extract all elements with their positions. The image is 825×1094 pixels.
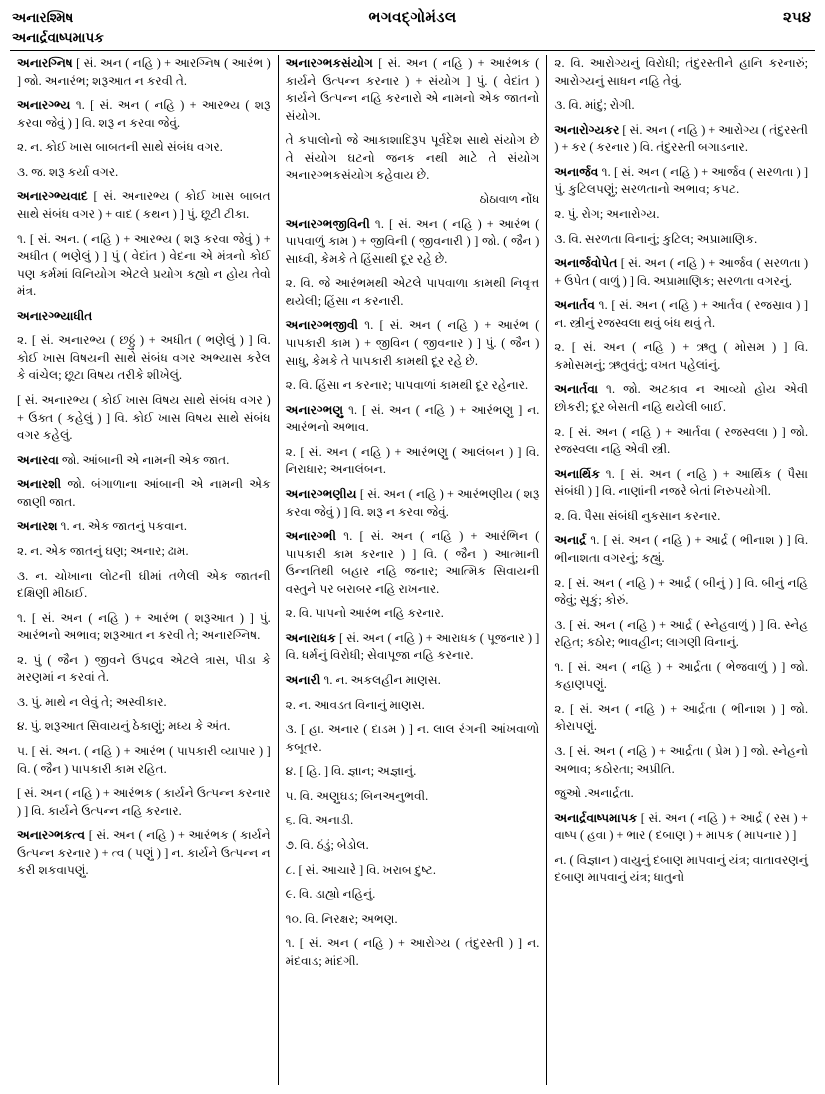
entry-definition: [ સં. અન ( નહિ ) + આરગ્નિષ ( આરંભ ) ] જો. અનારંભ; શરૂઆત ન કરવી તે. (17, 56, 271, 88)
entry-headword: અનાર્તવા (554, 382, 598, 397)
dictionary-entry (17, 543, 271, 561)
dictionary-entry (554, 122, 808, 157)
entry-definition: ૨. [ સં. અન ( નહિ ) + આર્દ્રતા ( ભીનાશ ) ] જો. કોરાપણું. (554, 701, 809, 734)
dictionary-sense (286, 886, 540, 904)
entry-headword: અનાર્દ્ર (554, 533, 587, 548)
dictionary-sense (17, 139, 271, 157)
dictionary-sense (554, 97, 808, 115)
entry-headword: અનાર્દ્રવાષ્પમાપક (554, 810, 638, 825)
entry-definition: [ સં. અન ( નહિ ) + આરંભણીય ( શરૂ કરવા જેવું ) ] વિ. શરૂ ન કરવા જેવું. (285, 486, 540, 519)
entry-definition: ૧. [ સં. અન ( નહિ ) + આર્દ્ર ( ભીનાશ ) ] વિ. ભીનાશતા વગરનું; કહ્યું. (554, 533, 809, 565)
entry-definition: ૧. [ સં. અન ( નહિ ) + આર્જવ ( સરળતા ) ] પું. કુટિલપણું; સરળતાનો અભાવ; કપટ. (554, 164, 809, 197)
entry-definition: ૧. [ સં. અન ( નહિ ) + આરંભ ( શરૂઆત ) ] પું. આરંભનો અભાવ; શરૂઆત ન કરવી તે; અનારગ્નિષ. (17, 610, 271, 643)
dictionary-entry (554, 852, 808, 887)
dictionary-sense (286, 788, 540, 806)
entry-definition: ૨. વિ. પૈસા સંબંધી નુકસાન કરનાર. (554, 508, 721, 523)
entry-definition: ૪. પું. શરૂઆત સિવાયનું ઠેકાણું; મધ્ય કે અંત. (17, 719, 231, 734)
entry-headword: અનારશ (17, 519, 58, 534)
header-guide-word-last: અનાર્દ્રવાષ્પમાપક (12, 29, 104, 45)
entry-definition: ૧. [ સં. અન ( નહિ ) + આરંભ ( પાપકારી કામ ) + જીવિન ( જીવનાર ) ] પું. ( જૈન ) સાધુ, કેમકે તે પાપકારી કામથી દૂર રહે છે. (285, 318, 540, 368)
entry-definition: ૧. [ સં. અન ( નહિ ) + આરભ્ય ( શરૂ કરવા જેવું ) ] વિ. શરૂ ન કરવા જેવું. (17, 98, 271, 130)
dictionary-sense (17, 743, 271, 778)
dictionary-sense (554, 508, 808, 526)
entry-headword: અનાર્થિક (554, 466, 600, 481)
dictionary-entry (286, 317, 540, 370)
dictionary-sense (286, 862, 540, 880)
entry-definition: ૮. [ સં. આચારે ] વિ. ખરાબ દુષ્ટ. (285, 862, 436, 877)
entry-definition: ૨. ન. આવડત વિનાનું માણસ. (285, 697, 425, 712)
entry-definition: ન. ( વિજ્ઞાન ) વાયુનું દબાણ માપવાનું યંત્ર; વાતાવરણનું દબાણ માપવાનું યંત્ર; ધાતુનો (554, 852, 809, 885)
dictionary-entry (17, 652, 271, 687)
dictionary-entry (286, 216, 540, 269)
entry-headword: અનાર્તવ (554, 298, 595, 313)
entry-definition: ૧. [ સં. અન ( નહિ ) + આરંભણુ ] ન. આરંભનો અભાવ. (285, 402, 540, 435)
entry-definition: [ સં. અન ( નહિ ) + આરંભક ( કાર્યને ઉત્પન્ન કરનાર ) ] વિ. કાર્યને ઉત્પન્ન નહિ કરનાર. (17, 786, 271, 818)
entry-definition: ૫. [ સં. અન. ( નહિ ) + આરંભ ( પાપકારી વ્યાપાર ) ] વિ. ( જૈન ) પાપકારી કામ રહિત. (17, 744, 271, 776)
entry-definition: ૨. વિ. જે આરંભમથી એટલે પાપવાળા કામથી નિવૃત્ત થયેલી; હિંસા ન કરનારી. (285, 276, 540, 308)
dictionary-sense (286, 721, 540, 756)
entry-definition: ૨. વિ. આરોગ્યનું વિરોધી; તંદુરસ્તીને હાનિ કરનારું; આરોગ્યનું સાધન નહિ તેવું. (554, 56, 809, 88)
dictionary-entry (286, 528, 540, 598)
dictionary-entry (17, 518, 271, 536)
entry-definition: જો. બંગાળાના આંબાની એ નામની એક જાણી જાત. (17, 477, 271, 509)
entry-definition: ૧. [ સં. અન ( નહિ ) + આરંભ ( પાપવાળું કામ ) + જીવિની ( જીવનારી ) ] જો. ( જૈન ) સાધ્વી, કેમકે તે હિંસાથી દૂર રહે છે. (285, 216, 540, 266)
dictionary-entry (554, 164, 808, 199)
entry-headword: અનારગ્ભજીવી (285, 318, 359, 333)
dictionary-note (286, 132, 540, 185)
dictionary-entry (17, 332, 271, 385)
entry-definition: તે કપાલોનો જે આકાશાદિરૂપ પૂર્વદેશ સાથે સંયોગ છે તે સંયોગ ઘટનો જનક નથી માટે તે સંયોગ અનારગ્ભકસંયોગ કહેવાય છે. (285, 133, 540, 183)
entry-definition: [ સં. અનારભ્ય ( કોઈ ખાસ વિષય સાથે સંબંધ વગર ) + ઉક્ત ( કહેલું ) ] વિ. કોઈ ખાસ વિષય સાથે સંબંધ વગર કહેલું. (17, 393, 271, 443)
entry-definition: ૩. ન. ચોખાના લોટની ઘીમાં તળેલી એક જાતની દક્ષિણી મીઠાઈ. (17, 568, 271, 601)
entry-headword: અનારોગ્યકર (554, 122, 620, 137)
dictionary-sense (554, 339, 808, 374)
entry-headword: અનારગ્ભકસંયોગ (285, 56, 373, 70)
dictionary-sense (286, 935, 540, 970)
entry-definition: ૧. [ સં. અન ( નહિ ) + આરોગ્ય ( તંદુરસ્તી ) ] ન. મંદવાડ; માંદગી. (285, 936, 540, 968)
entry-headword: અનારગ્ભ્યવાદ (17, 189, 88, 204)
dictionary-entry (554, 810, 808, 845)
entry-definition: ૨. પું ( જૈન ) જીવને ઉપદ્રવ એટલે ત્રાસ, પીડા કે મરણમાં ન કરવાં તે. (17, 652, 271, 685)
entry-definition: ૨. [ સં. અનારભ્ય ( છઠ્ઠું ) + અધીત ( ભણેલું ) ] વિ. કોઈ ખાસ વિષયની સાથે સંબંધ વગર અભ્યાસ કરેલ કે વાંચેલ; છૂટા વિષય તરીકે શીખેલું. (17, 333, 271, 383)
dictionary-entry (17, 188, 271, 223)
entry-definition: ૧. [ સં. અન ( નહિ ) + આર્દ્રતા ( ભેજવાળું ) ] જો. કહાણપણું. (554, 659, 809, 692)
entry-definition: ૧૦. વિ. નિરક્ષર; અભણ. (285, 911, 398, 926)
entry-definition: [ સં. અનારભ્ય ( કોઈ ખાસ બાબત સાથે સંબંધ વગર ) + વાદ ( કથન ) ] પું. છૂટી ટીકા. (17, 189, 271, 221)
dictionary-sense (17, 610, 271, 645)
entry-definition: ૨. [ સં. અન ( નહિ ) + આર્દ્ર ( બીનું ) ] વિ. બીનું નહિ જેવું; સૂકું; કોરું. (554, 575, 809, 608)
entry-headword: અનારગ્ભજીવિની (285, 216, 370, 231)
dictionary-entry (286, 402, 540, 437)
dictionary-entry (17, 308, 271, 326)
entry-headword: અનારગ્નિષ (17, 56, 73, 70)
entry-definition: ૫. વિ. અણુઘડ; બિનઅનુભવી. (285, 788, 429, 803)
entry-definition: [ સં. અન ( નહિ ) + આર્જવ ( સરળતા ) + ઉપેત ( વાળું ) ] વિ. અપ્રામાણિક; સરળતા વગરનું. (554, 256, 809, 288)
dictionary-sense (554, 575, 808, 610)
dictionary-sense (286, 911, 540, 929)
dictionary-entry (554, 381, 808, 416)
dictionary-entry (554, 532, 808, 567)
dictionary-sense (286, 697, 540, 715)
entry-headword: અનારી (285, 673, 321, 687)
columns-container (10, 55, 815, 1085)
dictionary-entry (554, 255, 808, 290)
entry-definition: ૧. ન. એક જાતનું પકવાન. (60, 519, 187, 534)
entry-headword: અનારગ્ભ્ય (17, 98, 71, 113)
entry-definition: [ સં. અન ( નહિ ) + આરંભક ( કાર્યને ઉત્પન્ન કરનાર ) + ત્વ ( પણું ) ] ન. કાર્યને ઉત્પન્ન ન કરી શકવાપણું. (17, 828, 271, 878)
entry-definition: ૪. [ હિ. ] વિ. જ્ઞાન; અજ્ઞાનું. (285, 764, 417, 779)
entry-definition: ૩. [ હા. અનાર ( દાડમ ) ] ન. લાલ રંગની આંખવાળો કબૂતર. (285, 722, 540, 754)
dictionary-entry (17, 476, 271, 511)
entry-definition: ૨. [ સં. અન ( નહિ ) + ઋતુ ( મોસમ ) ] વિ. કમોસમનું; ઋતુવંતું; વખત પહેલાંનું. (554, 340, 809, 372)
column-2 (278, 55, 547, 1085)
entry-definition: ૧. [ સં. અન. ( નહિ ) + આરભ્ય ( શરૂ કરવા જેવું ) + અધીત ( ભણેલું ) ] પું ( વેદાંત ) વેદના એ મંત્રનો કોઈ પણ કર્મમાં વિનિયોગ એટલે પ્રયોગ કહ્યો ન હોય તેવો મંત્ર. (17, 231, 271, 299)
entry-definition: [ સં. અન ( નહિ ) + આરંભક ( કાર્યને ઉત્પન્ન કરનાર ) + સંયોગ ] પું. ( વેદાંત ) કાર્યને ઉત્પન્ન નહિ કરનારો એ નામનો એક જાતનો સંયોગ. (285, 56, 540, 123)
dictionary-entry (286, 486, 540, 521)
entry-headword: અનાર્જવ (554, 164, 599, 179)
entry-definition: ૨. ન. કોઈ ખાસ બાબતની સાથે સંબંધ વગર. (17, 140, 223, 155)
entry-definition: જુઓ .અનાર્દ્રતા. (554, 786, 634, 801)
entry-definition: ૭. વિ. ઠંડું; બેડોલ. (285, 837, 369, 852)
dictionary-sense (554, 206, 808, 224)
entry-definition: [ સં. અન ( નહિ ) + આર્દ્ર ( રસ ) + વાષ્પ ( હવા ) + ભાર ( દબાણ ) + માપક ( માપનાર ) ] (554, 810, 809, 843)
dictionary-sense (286, 444, 540, 479)
entry-definition: [ સં. અન ( નહિ ) + આરોગ્ય ( તંદુરસ્તી ) + કર ( કરનાર ) વિ. તંદુરસ્તી બગાડનાર. (554, 122, 809, 155)
entry-definition: ૨. [ સં. અન ( નહિ ) + આર્તવા ( રજસ્વલા ) ] જો. રજસ્વલા નહિ એવી સ્ત્રી. (554, 424, 809, 457)
entry-headword: અનારગ્ભ્યાધીત (17, 308, 93, 323)
dictionary-entry (554, 297, 808, 332)
entry-headword: અનારગ્ભકત્વ (17, 828, 86, 843)
entry-headword: અનારાધક (285, 630, 336, 645)
dictionary-sense (286, 275, 540, 310)
entry-headword: અનારશી (17, 477, 62, 492)
dictionary-sense (554, 617, 808, 652)
entry-definition: ૧. [ સં. અન ( નહિ ) + આરંભિન ( પાપકારી કામ કરનાર ) ] વિ. ( જૈન ) આત્માની ઉન્નતિથી બહાર નહિ જનાર; આત્મિક સિવાયની વસ્તુને પર બરાબર નહિ રાખનાર. (285, 529, 540, 596)
entry-definition: ૨. [ સં. અન ( નહિ ) + આરંભણુ ( આલંબન ) ] વિ. નિરાધાર; અનાલંબન. (285, 444, 540, 477)
dictionary-entry (286, 630, 540, 665)
entry-headword: અનારવા (17, 452, 59, 467)
entry-definition: ૩. [ સં. અન ( નહિ ) + આર્દ્રતા ( પ્રેમ ) ] જો. સ્નેહનો અભાવ; કઠોરતા; અપ્રીતિ. (554, 744, 809, 776)
header-guide-word-first: અનારશ્મિષ (12, 10, 74, 25)
dictionary-sense (17, 392, 271, 445)
entry-definition: ૩. વિ. માંદું; રોગી. (554, 98, 635, 113)
source-attribution: ઠોઠાવાળ નોંધ (479, 192, 540, 206)
dictionary-sense (286, 812, 540, 830)
dictionary-entry (17, 55, 271, 90)
dictionary-sense (286, 377, 540, 395)
page-header (10, 8, 815, 48)
page-number: ૨૫૪ (783, 10, 811, 26)
entry-definition: જો. આંબાની એ નામની એક જાત. (61, 452, 230, 467)
entry-definition: ૩. [ સં. અન ( નહિ ) + આર્દ્ર ( સ્નેહવાળું ) ] વિ. સ્નેહ રહિત; કઠોર; ભાવહીન; લાગણી વિનાનું. (554, 617, 809, 650)
entry-definition: ૨. વિ. હિંસા ન કરનાર; પાપવાળાં કામથી દૂર રહેનાર. (285, 378, 529, 393)
dictionary-sense (17, 718, 271, 736)
dictionary-sense (17, 785, 271, 820)
column-1 (10, 55, 278, 1085)
dictionary-sense (554, 55, 808, 90)
entry-definition: ૩. વિ. સરળતા વિનાનું; કુટિલ; અપ્રામાણિક. (554, 231, 758, 246)
entry-definition: [ સં. અન ( નહિ ) + આરાધક ( પૂજનાર ) ] વિ. ધર્મનું વિરોધી; સેવાપૂજા નહિ કરનાર. (285, 630, 540, 663)
dictionary-sense (17, 164, 271, 182)
entry-definition: ૩. પું. માથે ન લેવું તે; અસ્વીકાર. (17, 694, 167, 709)
entry-headword: અનારગ્ભી (285, 529, 336, 544)
dictionary-sense (17, 568, 271, 603)
header-divider (10, 50, 815, 51)
dictionary-sense (17, 231, 271, 301)
entry-definition: ૨. ન. એક જાતનું ઘણ; અનાર; ઢામ. (17, 543, 189, 558)
entry-definition: ૬. વિ. અનાડી. (285, 813, 354, 828)
dictionary-sense (554, 743, 808, 778)
entry-definition: ૩. જ. શરૂ કર્યા વગર. (17, 164, 119, 179)
dictionary-sense (554, 785, 808, 803)
dictionary-sense (286, 837, 540, 855)
dictionary-entry (17, 827, 271, 880)
dictionary-entry (554, 701, 808, 736)
entry-definition: ૨. પું. રોગ; અનારોગ્ય. (554, 206, 660, 221)
dictionary-sense (286, 763, 540, 781)
dictionary-sense (554, 231, 808, 249)
dictionary-sense (554, 424, 808, 459)
dictionary-sense (554, 659, 808, 694)
dictionary-entry (286, 55, 540, 125)
column-3 (546, 55, 815, 1085)
entry-definition: ૧. [ સં. અન ( નહિ ) + આર્થિક ( પૈસા સંબંધી ) ] વિ. નાણાંની નજરે બેતાં નિરુપયોગી. (554, 466, 809, 499)
entry-headword: અનાર્જવોપેત (554, 256, 618, 271)
dictionary-sense (17, 694, 271, 712)
entry-definition: ૧. [ સં. અન ( નહિ ) + આર્તવ ( રજસ્રાવ ) ] ન. સ્ત્રીનું રજસ્વલા થવું બંધ થવું તે. (554, 298, 809, 330)
dictionary-entry (554, 466, 808, 501)
entry-definition: ૨. વિ. પાપનો આરંભ નહિ કરનાર. (285, 606, 444, 621)
entry-headword: અનારગ્ભણીય (285, 486, 357, 501)
dictionary-entry (17, 452, 271, 470)
entry-headword: અનારગ્ભણુ (285, 402, 344, 417)
entry-definition: ૧. ન. અકલહીન માણસ. (323, 673, 441, 687)
dictionary-entry (286, 672, 540, 690)
entry-definition: ૧. જો. અટકાવ ન આવ્યો હોય એવી છોકરી; દૂર બેસતી નહિ થયેલી બાઈ. (554, 382, 809, 414)
dictionary-sense (286, 605, 540, 623)
dictionary-entry (17, 97, 271, 132)
page-title: ભગવદ્ગોમંડલ (368, 10, 457, 26)
entry-definition: ૯. વિ. ડાહ્યો નહિનું. (285, 887, 376, 902)
